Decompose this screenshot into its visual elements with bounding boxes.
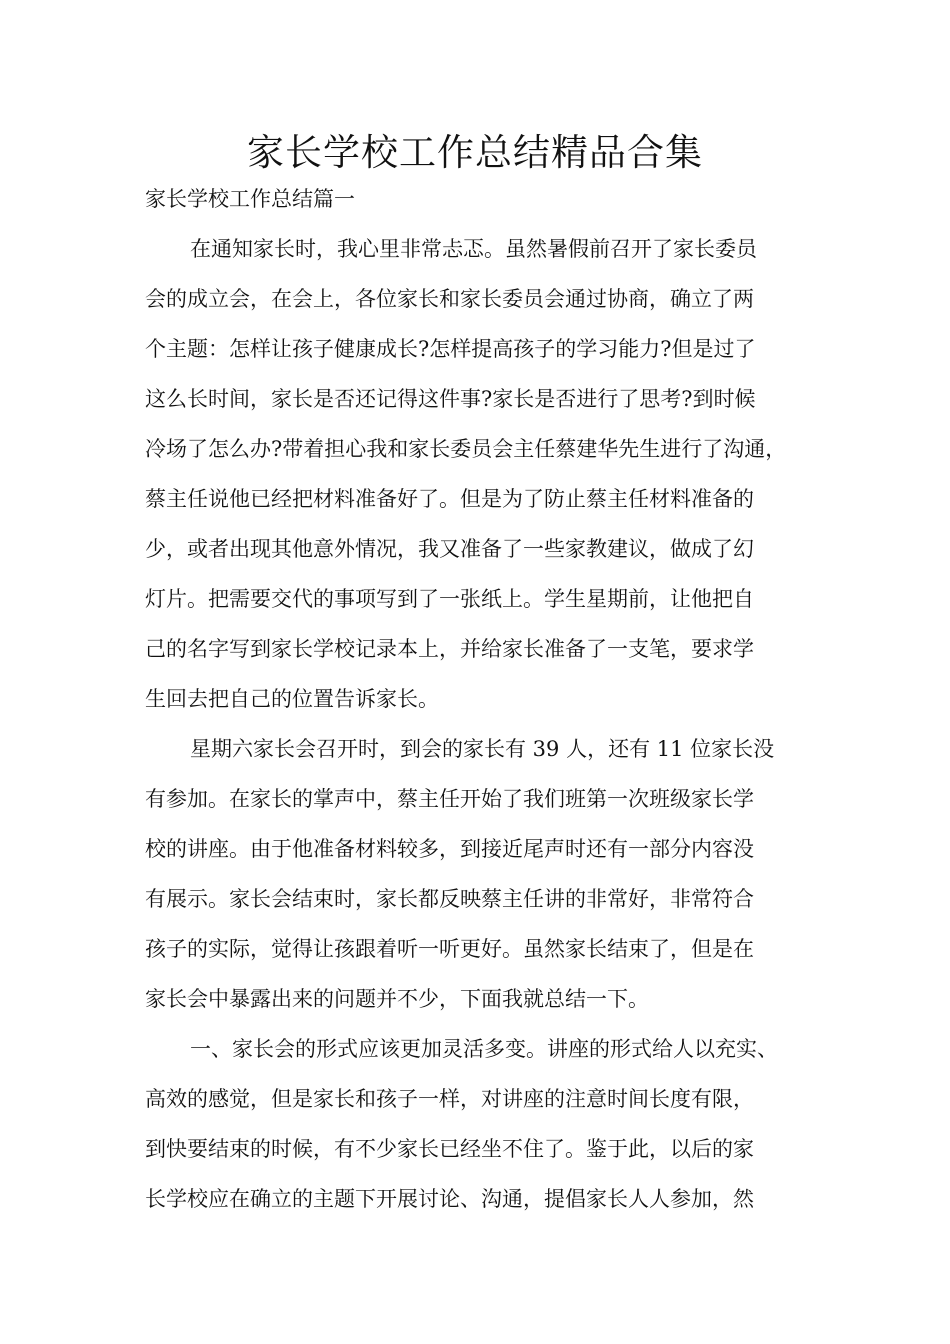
document-title: 家长学校工作总结精品合集 — [247, 131, 703, 174]
paragraph-2-line-5: 孩子的实际，觉得让孩跟着听一听更好。虽然家长结束了，但是在 — [145, 937, 754, 961]
paragraph-1-line-7: 少，或者出现其他意外情况，我又准备了一些家教建议，做成了幻 — [145, 537, 754, 561]
paragraph-1-line-8: 灯片。把需要交代的事项写到了一张纸上。学生星期前，让他把自 — [145, 587, 754, 611]
paragraph-3-line-2: 高效的感觉，但是家长和孩子一样，对讲座的注意时间长度有限， — [145, 1087, 754, 1111]
paragraph-1-line-2: 会的成立会，在会上，各位家长和家长委员会通过协商，确立了两 — [145, 287, 754, 311]
paragraph-3-line-3: 到快要结束的时候，有不少家长已经坐不住了。鉴于此，以后的家 — [145, 1137, 754, 1161]
paragraph-2-line-6: 家长会中暴露出来的问题并不少，下面我就总结一下。 — [145, 987, 649, 1011]
paragraph-1-line-3: 个主题：怎样让孩子健康成长?怎样提高孩子的学习能力?但是过了 — [145, 337, 756, 361]
paragraph-1-line-5: 冷场了怎么办?带着担心我和家长委员会主任蔡建华先生进行了沟通， — [145, 437, 787, 461]
paragraph-3-line-1: 一、家长会的形式应该更加灵活多变。讲座的形式给人以充实、 — [190, 1037, 778, 1061]
paragraph-2-line-4: 有展示。家长会结束时，家长都反映蔡主任讲的非常好，非常符合 — [145, 887, 754, 911]
paragraph-2-line-3: 校的讲座。由于他准备材料较多，到接近尾声时还有一部分内容没 — [145, 837, 754, 861]
section-heading: 家长学校工作总结篇一 — [145, 187, 355, 211]
paragraph-1-line-9: 己的名字写到家长学校记录本上，并给家长准备了一支笔，要求学 — [145, 637, 754, 661]
paragraph-1-line-1: 在通知家长时，我心里非常忐忑。虽然暑假前召开了家长委员 — [190, 237, 757, 261]
paragraph-2-line-1: 星期六家长会召开时，到会的家长有 39 人，还有 11 位家长没 — [190, 737, 775, 761]
paragraph-1-line-4: 这么长时间，家长是否还记得这件事?家长是否进行了思考?到时候 — [145, 387, 756, 411]
paragraph-1-line-10: 生回去把自己的位置告诉家长。 — [145, 687, 439, 711]
paragraph-1-line-6: 蔡主任说他已经把材料准备好了。但是为了防止蔡主任材料准备的 — [145, 487, 754, 511]
paragraph-2-line-2: 有参加。在家长的掌声中，蔡主任开始了我们班第一次班级家长学 — [145, 787, 754, 811]
paragraph-3-line-4: 长学校应在确立的主题下开展讨论、沟通，提倡家长人人参加，然 — [145, 1187, 754, 1211]
